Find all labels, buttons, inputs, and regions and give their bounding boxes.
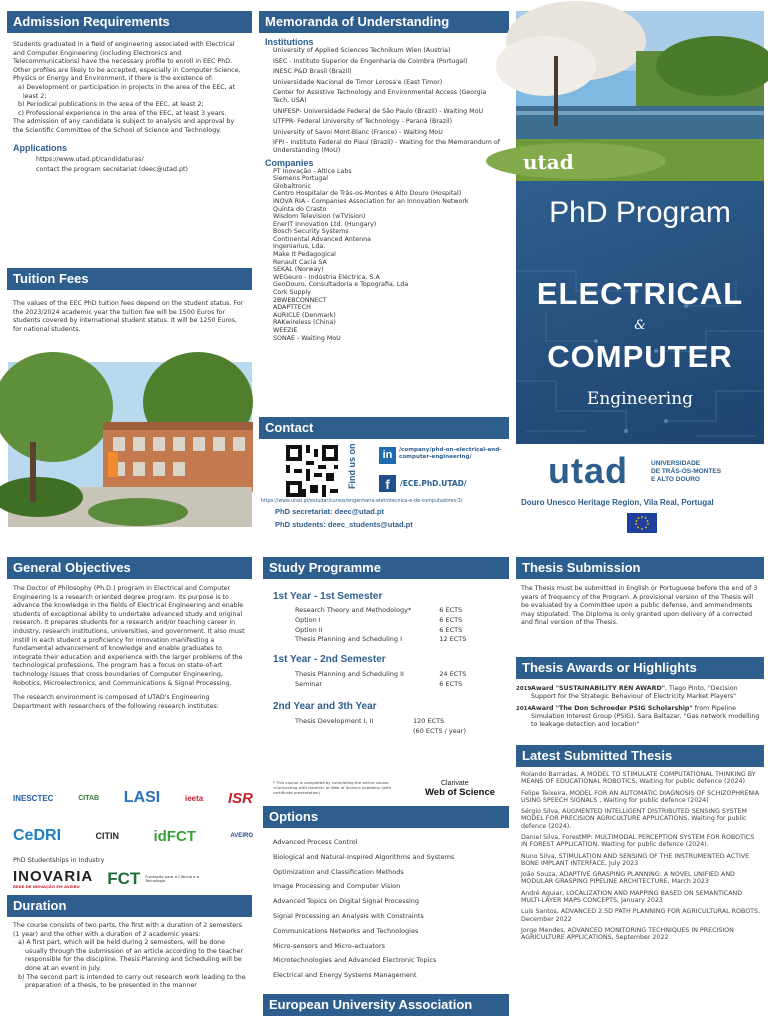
- submission-header: Thesis Submission: [516, 557, 764, 579]
- eua-header: European University Association: [263, 994, 509, 1016]
- contact-header: Contact: [259, 417, 509, 439]
- option-item: Biological and Natural-Inspired Algorithms and Systems: [273, 852, 455, 861]
- logo-ieeta: ieeta: [184, 793, 204, 803]
- institution-item: UNIFESP- Universidade Federal de São Paulo (Brazil) - Waiting MoU: [273, 107, 484, 115]
- option-item: Optimization and Classification Methods: [273, 867, 404, 876]
- contact-url[interactable]: https://www.utad.pt/estudar/cursos/engenharia-eletrotecnica-e-de-computadores-3/: [261, 499, 463, 504]
- admission-closing: The admission of any candidate is subject to analysis and approval by the Scientific Committee of the School of Science and Technology.: [13, 118, 235, 134]
- award-year: 2019: [516, 686, 532, 692]
- admission-paragraph-1: Students graduated in a field of engineering associated with Electrical and Computer Engineering (including Electronics and Telecommunications) have the necessary profile to enroll in EEC PhD.: [13, 41, 235, 66]
- course-name: Thesis Planning and Scheduling I: [295, 635, 402, 644]
- objectives-research: The research environment is composed of UTAD's Engineering Department with researchers of the following research institutes:: [13, 694, 219, 710]
- applications-url[interactable]: https://www.utad.pt/candidaturas/: [36, 155, 144, 163]
- course-ects: 6 ECTS: [439, 625, 463, 634]
- course-row: [295, 606, 499, 616]
- course-name: [295, 727, 413, 737]
- company-item: ADAPTTECH: [273, 304, 311, 312]
- institutions-list: [265, 47, 503, 155]
- logo-citab: CITAB: [78, 794, 100, 802]
- company-item: Wisdom Television (wTVision): [273, 213, 366, 221]
- inovaria-tagline: REDE DE INOVAÇÃO EM AVEIRO: [13, 884, 80, 889]
- award-title: Award "SUSTAINABILITY REN AWARD": [531, 685, 666, 692]
- year1-semester1-title: 1st Year - 1st Semester: [273, 591, 383, 602]
- logo-citin: CITIN: [95, 831, 119, 841]
- admission-header: Admission Requirements: [7, 11, 252, 33]
- campus-illustration: [8, 362, 252, 527]
- logo-isr: ISR: [227, 789, 253, 807]
- company-item: Quinta do Crasto: [273, 205, 327, 213]
- research-logos-row-2: [13, 820, 253, 852]
- admission-paragraph-2: Other profiles are likely to be accepted, especially in Computer Science, Physics or Energy and Environment, if there is the existence of:: [13, 66, 241, 83]
- facebook-icon: f: [379, 475, 396, 492]
- duration-item-a: a) A first part, which will be held during 2 semesters, will be done usually through the submission of an article according to the teacher responsible for the discipline. Thesis Planning and Scheduling will be done at an event in July.: [18, 939, 244, 972]
- course-ects: 120 ECTS: [413, 716, 445, 725]
- research-logos-row-1: [13, 783, 253, 813]
- institution-item: UTFPR- Federal University of Technology - Paraná (Brazil): [273, 118, 453, 126]
- admission-item-a: a) Development or participation in projects in the area of the EEC, at least 2;: [18, 83, 236, 100]
- submission-text: The Thesis must be submitted in English or Portuguese before the end of 3 years of frequency of the Program. A provisional version of the Thesis will be evaluated by a Committee upon a public defense, and ammendments may stipulated. The Diploma is only granted upon delivery of a corrected and final version of the Thesis.: [521, 585, 758, 627]
- course-ects: 6 ECTS: [439, 615, 463, 624]
- utad-logo: utad: [548, 450, 628, 491]
- eu-flag-icon: [627, 513, 657, 533]
- contact-section: [259, 417, 509, 535]
- company-item: WEGeuro - Indústria Eléctrica, S.A: [273, 273, 380, 281]
- course-name: Research Theory and Methodology*: [295, 606, 412, 614]
- industry-logos-row: [13, 867, 253, 891]
- course-row: [295, 635, 499, 645]
- thesis-item: André Aguiar, LOCALIZATION AND MAPPING BASED ON SEMANTICAND MULTI-LAYER MAPS CONCEPTS, January 2023: [521, 889, 743, 904]
- objectives-text: The Doctor of Philosophy (Ph.D.) program in Electrical and Computer Engineering is a research oriented degree program. Its purpose is to advance the knowledge in the fields of Electrical Engineering and enable students of exceptional ability to undertake advanced study and original research. It prepares students for a research and/or teaching career in industry, research institutions, universities, and government. It also must instill in each student a proficiency for innovation manifesting a fundamental advancement of knowledge and enable graduates to integrate their education and experience with the larger problems of the technological professions. The program has a focus on state-of-art technology issues that cross boundaries of Computer Engineering, Robotics, Microelectronics, and Communications & Signal Processing.: [13, 585, 245, 687]
- admission-item-c: c) Professional experience in the area of the EEC, at least 3 years.: [18, 109, 227, 117]
- course-ects: 6 ECTS: [439, 679, 463, 688]
- institution-item: IFPI - Instituto Federal do Piauí (Brazil) - Waiting for the Memorandum of Understanding (MoU): [273, 139, 500, 154]
- cover-engineering: Engineering: [586, 389, 694, 409]
- company-item: SEKAL (Norway): [273, 266, 324, 274]
- course-ects: 24 ECTS: [439, 670, 467, 679]
- institution-item: ISEC - Instituto Superior de Engenharia de Coimbra (Portugal): [273, 57, 468, 65]
- course-ects: (60 ECTS / year): [413, 726, 466, 735]
- campus-photo: [8, 362, 252, 527]
- option-item: Advanced Process Control: [273, 838, 358, 846]
- award-details: from Pipeline Simulation Interest Group (PSIG), Sara Baltazar, "Gas network modelling to leakage detection and location": [531, 705, 760, 728]
- semester2-courses: [273, 665, 499, 690]
- study-footnote: * This course is completed by completing the online course «Connecting with Hamlet» at Web of Science Academy (with certificate presentation): [273, 780, 392, 795]
- thesis-item: Felipe Teixeira, MODEL FOR AN AUTOMATIC DIAGNOSIS OF SCHIZOPHRENIA USING SPEECH SIGNALS , Waiting for public defence (2024): [521, 789, 760, 804]
- companies-list: [265, 168, 503, 343]
- companies-title: Companies: [265, 157, 314, 168]
- university-line-3: E ALTO DOURO: [651, 476, 700, 483]
- logo-idfct: idFCT: [153, 827, 196, 845]
- qr-code[interactable]: [286, 445, 338, 497]
- company-item: Bosch Security Systems: [273, 228, 349, 236]
- company-item: Cork Supply: [273, 289, 311, 297]
- option-item: Communications Networks and Technologies: [273, 926, 419, 935]
- tuition-text: The values of the EEC PhD tuition fees depend on the student status. For the 2023/2024 academic year the tuition fee will be 1500 Euros for students covered by international student status. It will be 1250 Euros, for national students.: [13, 300, 244, 333]
- award-item: [516, 685, 762, 701]
- memoranda-header: Memoranda of Understanding: [259, 11, 509, 33]
- latest-list: [516, 767, 764, 941]
- company-item: Globaltronic: [273, 182, 312, 190]
- thesis-item: Rolando Barradas, A MODEL TO STIMULATE COMPUTATIONAL THINKING BY MEANS OF EDUCATIONAL ROBOTICS, Waiting for public defence (2024): [521, 771, 756, 786]
- fct-tagline: Fundação para a Ciência e a Tecnologia: [145, 873, 200, 883]
- tuition-section: [7, 268, 252, 358]
- awards-header: Thesis Awards or Highlights: [516, 657, 764, 679]
- institutions-title: Institutions: [265, 37, 314, 47]
- thesis-item: Nuno Silva, STIMULATION AND SENSING OF THE INSTRUMENTED ACTIVE BONE IMPLANT INTERFACE, July 2023: [521, 852, 750, 867]
- option-item: Signal Processing an Analysis with Constraints: [273, 911, 424, 920]
- find-us-label: Find us on: [347, 443, 357, 489]
- option-item: Electrical and Energy Systems Management: [273, 971, 417, 980]
- objectives-section: [7, 557, 252, 892]
- course-name: Thesis Development I, II: [295, 716, 374, 725]
- submission-section: [516, 557, 764, 657]
- cover-amp: &: [634, 318, 646, 333]
- course-row: [295, 727, 499, 737]
- company-item: EnerIT Innovation Ltd. (Hungary): [273, 220, 377, 228]
- semester1-courses: [273, 602, 499, 645]
- logo-inovaria: INOVARIA: [13, 868, 94, 885]
- university-line-1: UNIVERSIDADE: [651, 460, 701, 467]
- course-ects: 12 ECTS: [439, 635, 467, 644]
- options-list: [263, 828, 509, 983]
- wos-label: Web of Science: [425, 787, 496, 798]
- thesis-item: Sérgio Silva, AUGMENTED INTELLIGENT DISTRIBUTED SENSING SYSTEM MODEL FOR PRECISION AGRICULTURE APPLICATIONS, Waiting for public defence (2024).: [521, 808, 747, 830]
- company-item: Renault Cacia SA: [273, 258, 327, 266]
- latest-header: Latest Submitted Thesis: [516, 745, 764, 767]
- institution-item: INESC P&D Brasil (Brazil): [273, 68, 352, 76]
- company-item: WEEZIE: [273, 327, 298, 334]
- institution-item: University of Applied Sciences Technikum Wien (Austria): [273, 47, 451, 54]
- university-line-2: DE TRÁS-OS-MONTES: [651, 468, 722, 475]
- admission-section: [7, 11, 252, 261]
- region-text: Douro Unesco Heritage Region, Vila Real, Portugal: [521, 498, 714, 507]
- course-name: Option II: [295, 625, 323, 634]
- utad-logo-block: [516, 450, 764, 540]
- facebook-link[interactable]: [379, 475, 467, 492]
- year1-semester2-title: 1st Year - 2nd Semester: [273, 654, 386, 666]
- institution-item: Center for Assistive Technology and Environmental Access (Georgia Tech, USA): [273, 89, 487, 104]
- course-row: [295, 717, 499, 727]
- award-item: [516, 705, 762, 729]
- option-item: Image Processing and Computer Vision: [273, 882, 401, 891]
- secretariat-email[interactable]: PhD secretariat: deec@utad.pt: [275, 507, 385, 516]
- studentships-label: PhD Studentships in Industry: [13, 857, 105, 864]
- course-name: Thesis Planning and Scheduling II: [295, 670, 404, 679]
- option-item: Advanced Topics on Digital Signal Processing: [273, 897, 420, 906]
- institution-item: University of Savoi Mont-Blanc (France) - Waiting MoU: [273, 128, 443, 136]
- applications-contact: contact the program secretariat (deec@utad.pt): [36, 166, 188, 174]
- company-item: Make It Pedagogical: [273, 251, 336, 259]
- thesis-item: Daniel Silva, ForestMP: MULTIMODAL PERCEPTION SYSTEM FOR ROBOTICS IN FOREST APPLICATION, Waiting for public defence (2024).: [521, 833, 755, 849]
- logo-fct: FCT: [107, 869, 141, 888]
- objectives-header: General Objectives: [7, 557, 252, 579]
- company-item: PT Inovação - Altice Labs: [273, 167, 352, 175]
- course-row: [295, 626, 499, 636]
- study-header: Study Programme: [263, 557, 509, 579]
- clarivate-label: Clarivate: [441, 780, 469, 787]
- linkedin-icon: in: [379, 447, 396, 464]
- logo-cedri: CeDRI: [13, 827, 62, 844]
- awards-section: [516, 657, 764, 739]
- option-item: Microtechnologies and Advanced Electronic Topics: [273, 956, 437, 965]
- thesis-item: Luís Santos, ADVANCED 2.5D PATH PLANNING FOR AGRICULTURAL ROBOTS, December 2022: [521, 908, 760, 923]
- options-section: [263, 806, 509, 991]
- year23-courses: [273, 712, 499, 737]
- duration-header: Duration: [7, 895, 252, 917]
- students-email[interactable]: PhD students: deec_students@utad.pt: [275, 520, 413, 529]
- course-row: [295, 680, 499, 690]
- course-row: [295, 670, 499, 680]
- facebook-text: /ECE.PhD.UTAD/: [400, 479, 467, 488]
- study-section: [263, 557, 509, 805]
- applications-title: Applications: [13, 142, 68, 153]
- memoranda-section: [259, 11, 509, 416]
- cover-program-title: PhD Program: [549, 196, 731, 229]
- company-item: RAKwireless (China): [273, 319, 336, 327]
- thesis-item: João Souza, ADAPTIVE GRASPING PLANNING: A NOVEL UNIFIED AND MODULAR GRASPING PIPELINE ARCHITECTURE, March 2023: [521, 871, 735, 886]
- cover-utad-small: utad: [523, 150, 574, 174]
- institution-item: Universidade Nacional de Timor Lorosa'e (East Timor): [273, 78, 443, 86]
- award-title: Award "The Don Schroeder PSIG Scholarship": [531, 705, 693, 712]
- logo-inesctec: INESCTEC: [13, 793, 54, 803]
- linkedin-text: /company/phd-on-electrical-and-computer-engineering/: [399, 447, 502, 460]
- tuition-header: Tuition Fees: [7, 268, 252, 290]
- latest-section: [516, 745, 764, 1024]
- options-header: Options: [263, 806, 509, 828]
- company-item: Continental Advanced Antenna: [273, 235, 371, 243]
- year23-title: 2nd Year and 3th Year: [273, 700, 377, 712]
- logo-aveiro: AVEIRO: [230, 833, 253, 839]
- award-year: 2014: [516, 706, 532, 712]
- award-details: , Tiago Pinto, "Decision Support for the Strategic Behaviour of Electricity Market Players": [531, 685, 738, 700]
- company-item: Ingeniarius, Lda.: [273, 243, 326, 251]
- duration-item-b: b) The second part is intended to carry out research work leading to the preparation of a thesis, to be presented in the manner: [18, 973, 246, 990]
- duration-text: The course consists of two parts, the first with a duration of 2 semesters (1 year) and the other with a duration of 2 academic years:: [13, 922, 242, 938]
- admission-item-b: b) Periodical publications in the area of the EEC, at least 2;: [18, 101, 204, 109]
- eua-section: [263, 994, 509, 1018]
- course-name: Seminar: [295, 679, 323, 688]
- thesis-item: Jorge Mendes, ADVANCED MONITORING TECHNIQUES IN PRECISION AGRICULTURE APPLICATIONS, September 2022: [521, 926, 734, 942]
- linkedin-link[interactable]: [379, 447, 509, 464]
- company-item: SONAE - Waiting MoU: [273, 334, 341, 342]
- clarivate-logo: [425, 779, 495, 797]
- course-row: [295, 616, 499, 626]
- logo-lasi: LASI: [123, 789, 161, 806]
- course-ects: 6 ECTS: [439, 606, 463, 614]
- company-item: 2BWEBCONNECT: [273, 296, 327, 304]
- cover-electrical: ELECTRICAL: [536, 276, 744, 311]
- cover-computer: COMPUTER: [547, 339, 733, 374]
- company-item: Centro Hospitalar de Trás-os-Montes e Alto Douro (Hospital): [273, 190, 462, 198]
- cover-panel: [516, 150, 764, 444]
- company-item: GeoDouro, Consultadoria e Topografia, Lda: [273, 281, 409, 289]
- company-item: AURICLE (Denmark): [273, 311, 336, 319]
- university-name: [651, 460, 721, 484]
- company-item: Siemens Portugal: [273, 175, 328, 183]
- company-item: INOVA RIA - Companies Association for an Innovation Network: [273, 197, 469, 205]
- option-item: Micro-sensors and Micro-actuators: [273, 941, 386, 950]
- course-name: Option I: [295, 615, 321, 624]
- duration-section: [7, 895, 252, 1024]
